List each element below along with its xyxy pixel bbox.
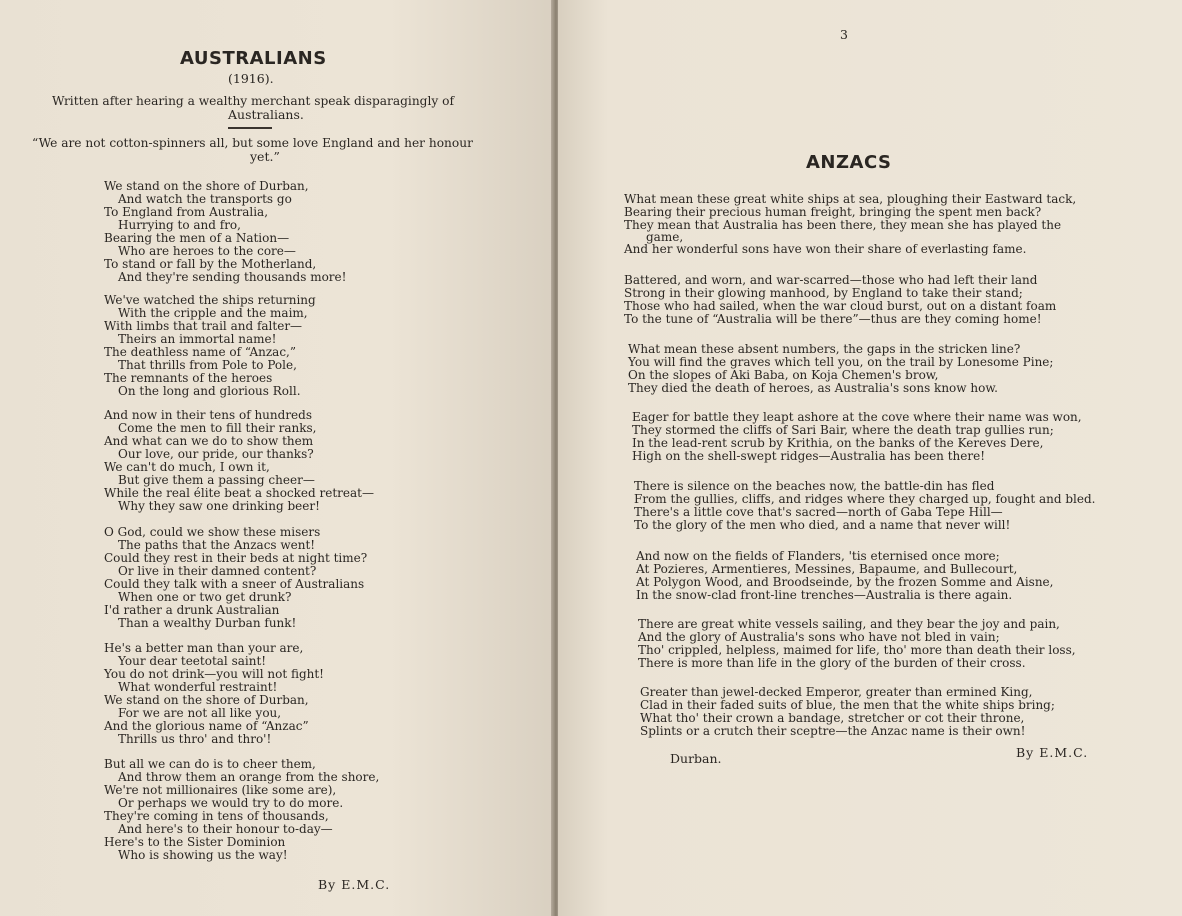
verse-line: He's a better man than your are, <box>104 641 304 655</box>
verse-line: What wonderful restraint! <box>118 680 278 694</box>
subtitle-line-1: Written after hearing a wealthy merchant speak disparagingly of <box>52 94 454 108</box>
verse-line: In the lead-rent scrub by Krithia, on the banks of the Kereves Dere, <box>632 436 1044 450</box>
verse-line: What mean these great white ships at sea, ploughing their Eastward tack, <box>624 192 1077 206</box>
verse-line: Bearing the men of a Nation— <box>104 231 290 245</box>
verse-line: Could they rest in their beds at night time? <box>104 551 368 565</box>
verse-line: Our love, our pride, our thanks? <box>118 447 314 461</box>
verse-line: Theirs an immortal name! <box>118 332 277 346</box>
verse-line: And what can we do to show them <box>104 434 314 448</box>
verse-line: Splints or a crutch their sceptre—the Anzac name is their own! <box>640 724 1026 738</box>
verse-line: And watch the transports go <box>118 192 292 206</box>
verse-line: Hurrying to and fro, <box>118 218 241 232</box>
verse-line: And they're sending thousands more! <box>118 270 347 284</box>
verse-line: Strong in their glowing manhood, by England to take their stand; <box>624 286 1023 300</box>
verse-line: Here's to the Sister Dominion <box>104 835 286 849</box>
verse-line: Those who had sailed, when the war cloud burst, out on a distant foam <box>624 299 1057 313</box>
verse-line: And her wonderful sons have won their share of everlasting fame. <box>624 242 1027 256</box>
verse-line: Battered, and worn, and war-scarred—those who had left their land <box>624 273 1038 287</box>
verse-line: There are great white vessels sailing, and they bear the joy and pain, <box>638 617 1060 631</box>
stanza <box>624 193 1076 256</box>
verse-line: Greater than jewel-decked Emperor, greater than ermined King, <box>640 685 1033 699</box>
verse-line: They mean that Australia has been there, they mean she has played the <box>624 218 1062 232</box>
verse-line: To stand or fall by the Motherland, <box>104 257 317 271</box>
verse-line: Clad in their faded suits of blue, the men that the white ships bring; <box>640 698 1055 712</box>
subtitle-line-2: Australians. <box>228 107 304 122</box>
verse-line: To England from Australia, <box>104 205 269 219</box>
verse-line: O God, could we show these misers <box>104 525 321 539</box>
verse-line: But all we can do is to cheer them, <box>104 757 316 771</box>
verse-line: And now on the fields of Flanders, 'tis eternised once more; <box>636 549 1000 563</box>
verse-line: And now in their tens of hundreds <box>104 408 313 422</box>
verse-line: Than a wealthy Durban funk! <box>118 616 297 630</box>
verse-line: We're not millionaires (like some are), <box>104 783 337 797</box>
verse-line: Why they saw one drinking beer! <box>118 499 320 513</box>
epigraph-line-1: “We are not cotton-spinners all, but some love England and her honour <box>32 136 473 150</box>
verse-line: There's a little cove that's sacred—north of Gaba Tepe Hill— <box>634 505 1003 519</box>
stanza <box>636 550 1053 602</box>
verse-line: From the gullies, cliffs, and ridges where they charged up, fought and bled. <box>634 492 1096 506</box>
verse-line: Tho' crippled, helpless, maimed for life, tho' more than death their loss, <box>638 643 1076 657</box>
verse-line: For we are not all like you, <box>118 706 282 720</box>
verse-line: We stand on the shore of Durban, <box>104 693 309 707</box>
verse-line: There is silence on the beaches now, the battle-din has fled <box>634 479 995 493</box>
stanza <box>628 343 1053 395</box>
verse-line: High on the shell-swept ridges—Australia has been there! <box>632 449 986 463</box>
verse-line: They died the death of heroes, as Australia's sons know how. <box>628 381 998 395</box>
verse-line: At Polygon Wood, and Broodseinde, by the frozen Somme and Aisne, <box>636 575 1054 589</box>
verse-line: And the glorious name of “Anzac” <box>104 719 309 733</box>
verse-line: To the glory of the men who died, and a name that never will! <box>634 518 1011 532</box>
stanza <box>632 411 1082 463</box>
verse-line: With limbs that trail and falter— <box>104 319 303 333</box>
verse-line: At Pozieres, Armentieres, Messines, Bapaume, and Bullecourt, <box>636 562 1018 576</box>
verse-line: What mean these absent numbers, the gaps in the stricken line? <box>628 342 1021 356</box>
verse-line: And the glory of Australia's sons who have not bled in vain; <box>638 630 1000 644</box>
verse-line: Your dear teetotal saint! <box>118 654 267 668</box>
verse-line: On the long and glorious Roll. <box>118 384 301 398</box>
stanza <box>104 526 367 630</box>
verse-line: And throw them an orange from the shore, <box>118 770 380 784</box>
place-durban: Durban. <box>670 751 722 766</box>
stanza <box>634 480 1095 532</box>
verse-line: That thrills from Pole to Pole, <box>118 358 297 372</box>
verse-line: Thrills us thro' and thro'! <box>118 732 272 746</box>
poem-title-australians: AUSTRALIANS <box>180 48 327 69</box>
verse-line: When one or two get drunk? <box>118 590 292 604</box>
stanza <box>638 618 1076 670</box>
verse-line: They stormed the cliffs of Sari Bair, where the death trap gullies run; <box>632 423 1054 437</box>
verse-line: With the cripple and the maim, <box>118 306 308 320</box>
verse-line: We stand on the shore of Durban, <box>104 179 309 193</box>
verse-line: But give them a passing cheer— <box>118 473 315 487</box>
verse-line: What tho' their crown a bandage, stretcher or cot their throne, <box>640 711 1025 725</box>
stanza <box>104 409 374 513</box>
epigraph-line-2: yet.” <box>250 149 280 164</box>
verse-line: Who is showing us the way! <box>118 848 288 862</box>
verse-line: In the snow-clad front-line trenches—Australia is there again. <box>636 588 1013 602</box>
verse-line: The remnants of the heroes <box>104 371 273 385</box>
verse-line: While the real élite beat a shocked retreat— <box>104 486 374 500</box>
verse-line: Eager for battle they leapt ashore at the cove where their name was won, <box>632 410 1082 424</box>
verse-line: Bearing their precious human freight, bringing the spent men back? <box>624 205 1042 219</box>
signature-right: By E.M.C. <box>1016 745 1089 760</box>
right-page <box>558 0 1182 916</box>
signature-left: By E.M.C. <box>318 877 391 892</box>
verse-line: Could they talk with a sneer of Australians <box>104 577 365 591</box>
verse-line: And here's to their honour to-day— <box>118 822 333 836</box>
verse-line: game, <box>646 230 684 244</box>
verse-line: We've watched the ships returning <box>104 293 316 307</box>
verse-line: You will find the graves which tell you, on the trail by Lonesome Pine; <box>628 355 1054 369</box>
left-page <box>0 0 555 916</box>
verse-line: I'd rather a drunk Australian <box>104 603 280 617</box>
page-number: 3 <box>840 27 848 42</box>
verse-line: On the slopes of Aki Baba, on Koja Chemen's brow, <box>628 368 939 382</box>
divider-rule <box>228 127 272 129</box>
verse-line: We can't do much, I own it, <box>104 460 270 474</box>
stanza <box>104 294 316 398</box>
stanza <box>104 180 346 284</box>
verse-line: Who are heroes to the core— <box>118 244 296 258</box>
verse-line: The deathless name of “Anzac,” <box>104 345 296 359</box>
stanza <box>104 758 379 862</box>
verse-line: Come the men to fill their ranks, <box>118 421 317 435</box>
stanza <box>104 642 324 746</box>
poem-year: (1916). <box>228 71 274 86</box>
stanza <box>640 686 1055 738</box>
stanza <box>624 274 1056 326</box>
verse-line: You do not drink—you will not fight! <box>104 667 325 681</box>
verse-line: The paths that the Anzacs went! <box>118 538 316 552</box>
verse-line: Or live in their damned content? <box>118 564 317 578</box>
verse-line: Or perhaps we would try to do more. <box>118 796 344 810</box>
verse-line: They're coming in tens of thousands, <box>104 809 329 823</box>
verse-line: To the tune of “Australia will be there”—thus are they coming home! <box>624 312 1042 326</box>
verse-line: There is more than life in the glory of the burden of their cross. <box>638 656 1026 670</box>
poem-title-anzacs: ANZACS <box>806 152 892 173</box>
